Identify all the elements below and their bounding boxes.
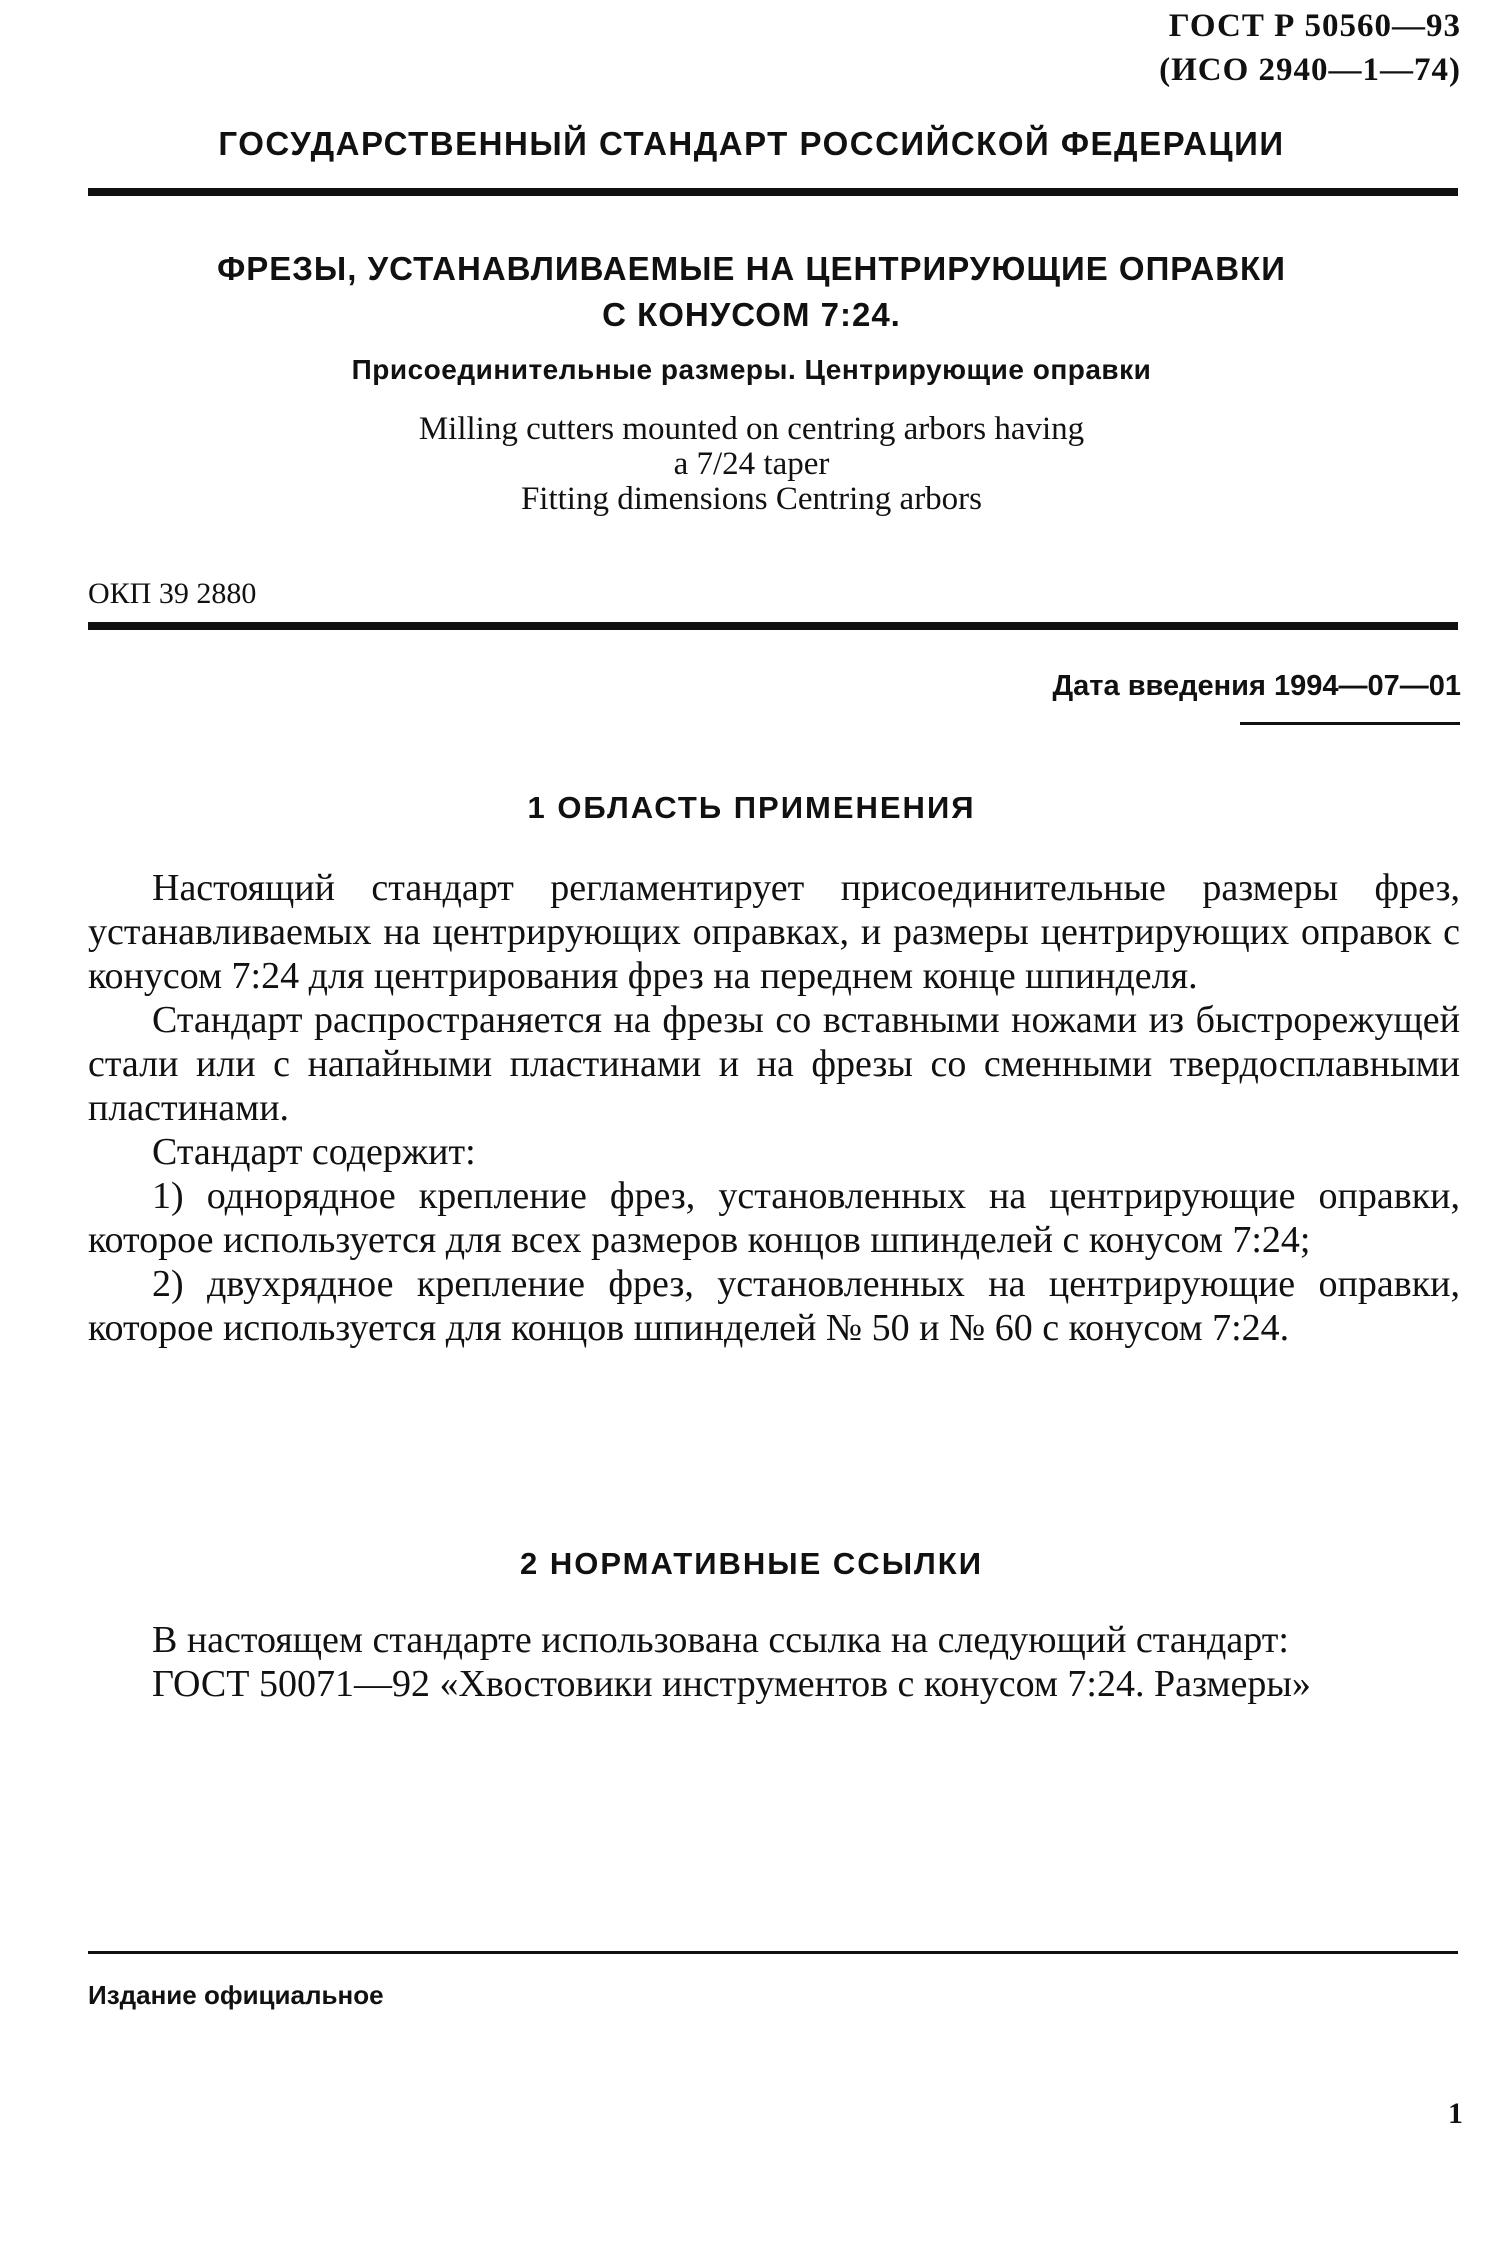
okp-code: ОКП 39 2880 xyxy=(88,577,257,610)
section-1-paragraph: Стандарт распространяется на фрезы со вставными ножами из быстрорежущей стали или с напайными пластинами и на фрезы со сменными твердосплавными пластинами. xyxy=(88,999,1460,1129)
title-line-2: С КОНУСОМ 7:24. xyxy=(602,296,901,333)
date-label: Дата введения xyxy=(1052,670,1266,702)
title-english xyxy=(0,412,1503,517)
standard-number-block xyxy=(1159,4,1461,92)
section-1-paragraph: Стандарт содержит: xyxy=(152,1131,476,1173)
iso-number: (ИСО 2940—1—74) xyxy=(1159,52,1461,88)
section-1-list-item: 1) однорядное крепление фрез, установленных на центрирующие оправки, которое используется для всех размеров концов шпинделей с конусом 7:24; xyxy=(88,1175,1460,1261)
footer-rule xyxy=(88,1951,1458,1954)
title-en-line-2: a 7/24 taper xyxy=(673,446,830,482)
state-standard-heading: ГОСУДАРСТВЕННЫЙ СТАНДАРТ РОССИЙСКОЙ ФЕДЕРАЦИИ xyxy=(218,125,1285,162)
subtitle-russian: Присоединительные размеры. Центрирующие оправки xyxy=(351,354,1152,385)
document-title xyxy=(0,246,1503,338)
introduction-date xyxy=(1053,670,1461,703)
page-number: 1 xyxy=(1448,2097,1463,2130)
title-line-1: ФРЕЗЫ, УСТАНАВЛИВАЕМЫЕ НА ЦЕНТРИРУЮЩИЕ ОПРАВКИ xyxy=(217,250,1286,287)
date-value: 1994—07—01 xyxy=(1273,670,1461,702)
title-en-line-1: Milling cutters mounted on centring arbors having xyxy=(418,411,1085,447)
section-2-paragraph: В настоящем стандарте использована ссылка на следующий стандарт: xyxy=(152,1619,1289,1661)
section-2-heading: 2 НОРМАТИВНЫЕ ССЫЛКИ xyxy=(520,1546,983,1581)
gost-number: ГОСТ Р 50560—93 xyxy=(1168,8,1461,44)
date-underline xyxy=(1240,722,1460,725)
section-2-reference: ГОСТ 50071—92 «Хвостовики инструментов с конусом 7:24. Размеры» xyxy=(152,1663,1311,1705)
okp-rule xyxy=(88,622,1458,630)
section-1-body xyxy=(88,866,1460,1350)
section-1-paragraph: Настоящий стандарт регламентирует присоединительные размеры фрез, устанавливаемых на центрирующих оправках, и размеры центрирующих оправок с конусом 7:24 для центрирования фрез на переднем конце шпинделя. xyxy=(88,867,1460,997)
section-2-body xyxy=(88,1618,1460,1706)
header-rule xyxy=(88,188,1458,196)
title-en-line-3: Fitting dimensions Centring arbors xyxy=(520,481,983,517)
section-1-heading: 1 ОБЛАСТЬ ПРИМЕНЕНИЯ xyxy=(527,790,976,825)
section-1-list-item: 2) двухрядное крепление фрез, установленных на центрирующие оправки, которое используется для концов шпинделей № 50 и № 60 с конусом 7:24. xyxy=(88,1263,1460,1349)
edition-label: Издание официальное xyxy=(88,1980,384,2010)
